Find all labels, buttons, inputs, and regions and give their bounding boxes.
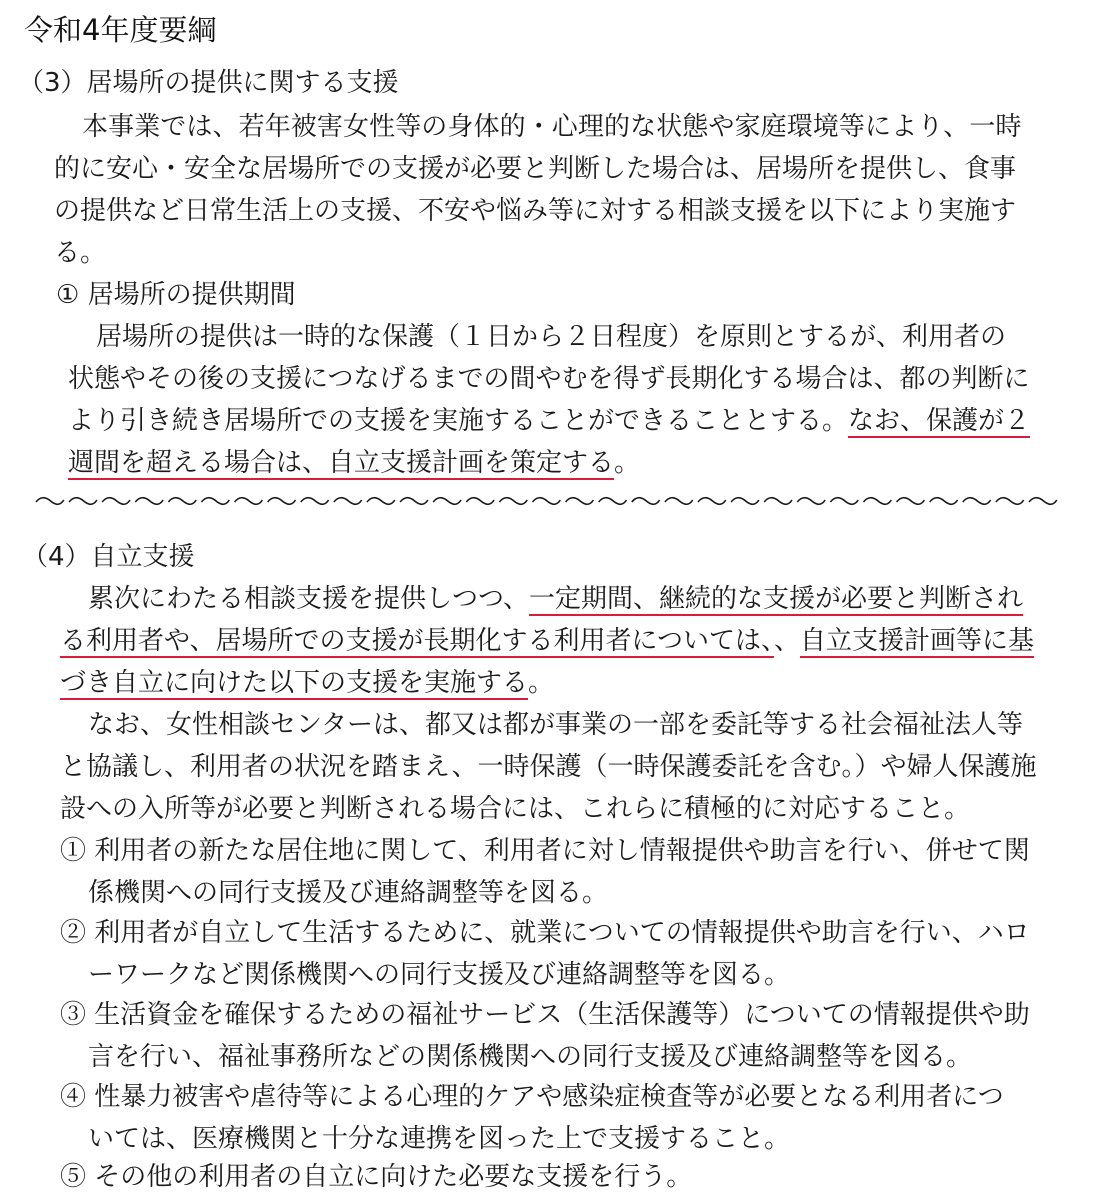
list-item-3-line: ③ 生活資金を確保するための福祉サービス（生活保護等）についての情報提供や助 — [60, 1000, 1030, 1030]
section-3-sub-para-line — [68, 448, 640, 478]
text-run: 。 — [528, 668, 555, 698]
section-3-para-line: 的に安心・安全な居場所での支援が必要と判断した場合は、居場所を提供し、食事 — [54, 154, 1017, 184]
section-3-para-line: 本事業では、若年被害女性等の身体的・心理的な状態や家庭環境等により、一時 — [82, 112, 1022, 142]
section-4-para2-line: 設への入所等が必要と判断される場合には、これらに積極的に対応すること。 — [60, 794, 971, 824]
section-4-para-line — [60, 626, 1034, 656]
section-3-para-line: る。 — [54, 238, 107, 268]
section-4-para2-line: なお、女性相談センターは、都又は都が事業の一部を委託等する社会福祉法人等 — [88, 710, 1023, 740]
underlined-text: 一定期間、継続的な支援が必要と判断され — [528, 584, 1023, 614]
list-item-3-line: 言を行い、福祉事務所などの関係機関への同行支援及び連絡調整等を図る。 — [88, 1042, 973, 1072]
underlined-text: 自立支援計画等に基 — [799, 626, 1034, 656]
list-item-1-line: ① 利用者の新たな居住地に関して、利用者に対し情報提供や助言を行い、併せて関 — [60, 836, 1030, 866]
text-run: 累次にわたる相談支援を提供しつつ、 — [88, 584, 529, 614]
list-item-5-line: ⑤ その他の利用者の自立に向けた必要な支援を行う。 — [60, 1162, 693, 1192]
section-3-subheading: ① 居場所の提供期間 — [56, 280, 296, 310]
text-run: 。 — [614, 448, 641, 478]
section-3-sub-para-line — [68, 406, 1030, 436]
underlined-text: 週間を超える場合は、自立支援計画を策定する — [68, 448, 615, 478]
text-run: 、 — [773, 626, 800, 656]
text-run: より引き続き居場所での支援を実施することができることとする。 — [68, 406, 849, 436]
list-item-4-line: いては、医療機関と十分な連携を図った上で支援すること。 — [88, 1124, 791, 1154]
list-item-2-line: ーワークなど関係機関への同行支援及び連絡調整等を図る。 — [88, 960, 791, 990]
list-item-4-line: ④ 性暴力被害や虐待等による心理的ケアや感染症検査等が必要となる利用者につ — [60, 1082, 1004, 1112]
section-4-para2-line: と協議し、利用者の状況を踏まえ、一時保護（一時保護委託を含む。）や婦人保護施 — [60, 752, 1037, 782]
list-item-1-line: 係機関への同行支援及び連絡調整等を図る。 — [88, 878, 609, 908]
section-4-para-line — [88, 584, 1023, 614]
section-3-heading: （3）居場所の提供に関する支援 — [18, 68, 399, 98]
section-3-para-line: の提供など日常生活上の支援、不安や悩み等に対する相談支援を以下により実施す — [54, 196, 1017, 226]
section-3-sub-para-line: 状態やその後の支援につなげるまでの間やむを得ず長期化する場合は、都の判断に — [68, 364, 1030, 394]
underlined-text: なお、保護が２ — [848, 406, 1031, 436]
omission-wave-divider — [30, 486, 1090, 516]
underlined-text: る利用者や、居場所での支援が長期化する利用者については、 — [60, 626, 774, 656]
list-item-2-line: ② 利用者が自立して生活するために、就業についての情報提供や助言を行い、ハロ — [60, 918, 1030, 948]
section-3-sub-para-line: 居場所の提供は一時的な保護（１日から２日程度）を原則とするが、利用者の — [96, 322, 1007, 352]
doc-title: 令和4年度要綱 — [24, 13, 217, 47]
underlined-text: づき自立に向けた以下の支援を実施する — [60, 668, 529, 698]
section-4-heading: （4）自立支援 — [22, 542, 195, 572]
section-4-para-line — [60, 668, 554, 698]
